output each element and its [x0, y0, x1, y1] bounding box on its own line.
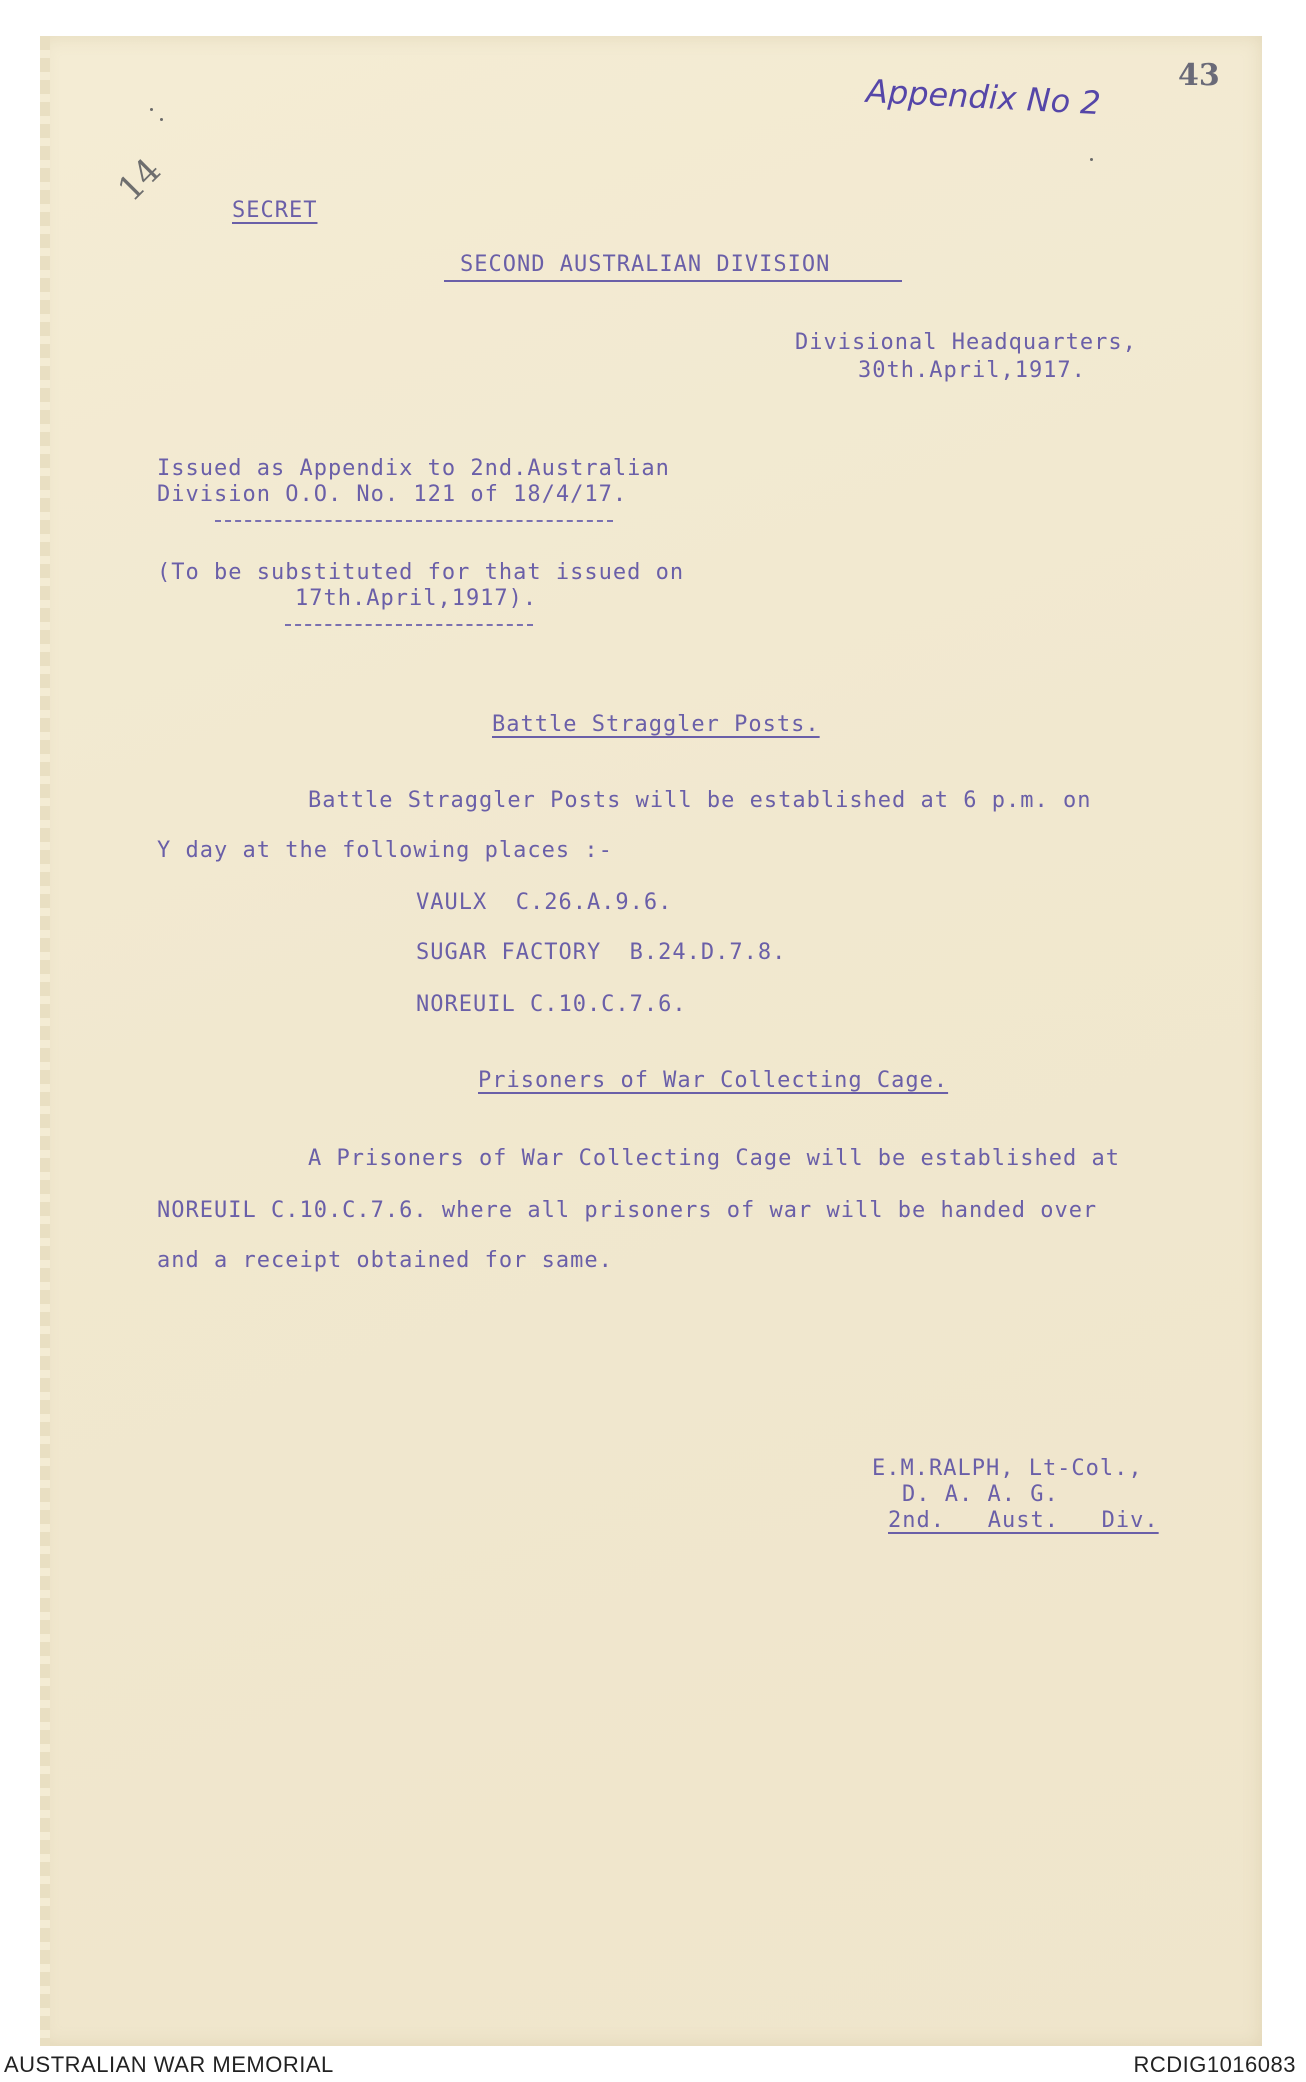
folio-number: 14	[110, 150, 170, 210]
section1-paragraph-line-1: Battle Straggler Posts will be established at 6 p.m. on	[308, 788, 1092, 813]
place-item: SUGAR FACTORY B.24.D.7.8.	[416, 940, 787, 965]
place-item: VAULX C.26.A.9.6.	[416, 890, 673, 915]
battle-straggler-heading: Battle Straggler Posts.	[492, 712, 820, 737]
section1-paragraph-line-2: Y day at the following places :-	[157, 838, 613, 863]
place-item: NOREUIL C.10.C.7.6.	[416, 992, 687, 1017]
headquarters-location: Divisional Headquarters,	[795, 330, 1137, 355]
margin-mark	[1090, 158, 1093, 161]
archive-name: AUSTRALIAN WAR MEMORIAL	[4, 2052, 334, 2077]
margin-mark	[160, 118, 163, 121]
margin-mark	[150, 108, 153, 111]
substitution-note-divider	[285, 624, 533, 626]
issue-note-divider	[215, 520, 613, 522]
classification-label: SECRET	[232, 198, 318, 223]
page-number-stamp: 43	[1178, 58, 1220, 93]
substitution-note-line-2: 17th.April,1917).	[295, 586, 538, 611]
appendix-annotation: Appendix No 2	[865, 71, 1102, 123]
section2-paragraph-line-2: NOREUIL C.10.C.7.6. where all prisoners of war will be handed over	[157, 1198, 1098, 1223]
signatory-name: E.M.RALPH, Lt-Col.,	[872, 1456, 1143, 1481]
issue-note-line-1: Issued as Appendix to 2nd.Australian	[157, 456, 670, 481]
substitution-note-line-1: (To be substituted for that issued on	[157, 560, 685, 585]
signatory-title: D. A. A. G.	[902, 1482, 1059, 1507]
division-title-underline	[444, 280, 902, 282]
issue-note-line-2: Division O.O. No. 121 of 18/4/17.	[157, 482, 628, 507]
signatory-unit: 2nd. Aust. Div.	[888, 1508, 1159, 1533]
archive-reference: RCDIG1016083	[1133, 2052, 1296, 2077]
document-date: 30th.April,1917.	[858, 358, 1086, 383]
division-title: SECOND AUSTRALIAN DIVISION	[460, 252, 831, 277]
section2-paragraph-line-3: and a receipt obtained for same.	[157, 1248, 613, 1273]
prisoners-of-war-heading: Prisoners of War Collecting Cage.	[478, 1068, 949, 1093]
section2-paragraph-line-1: A Prisoners of War Collecting Cage will be established at	[308, 1146, 1120, 1171]
